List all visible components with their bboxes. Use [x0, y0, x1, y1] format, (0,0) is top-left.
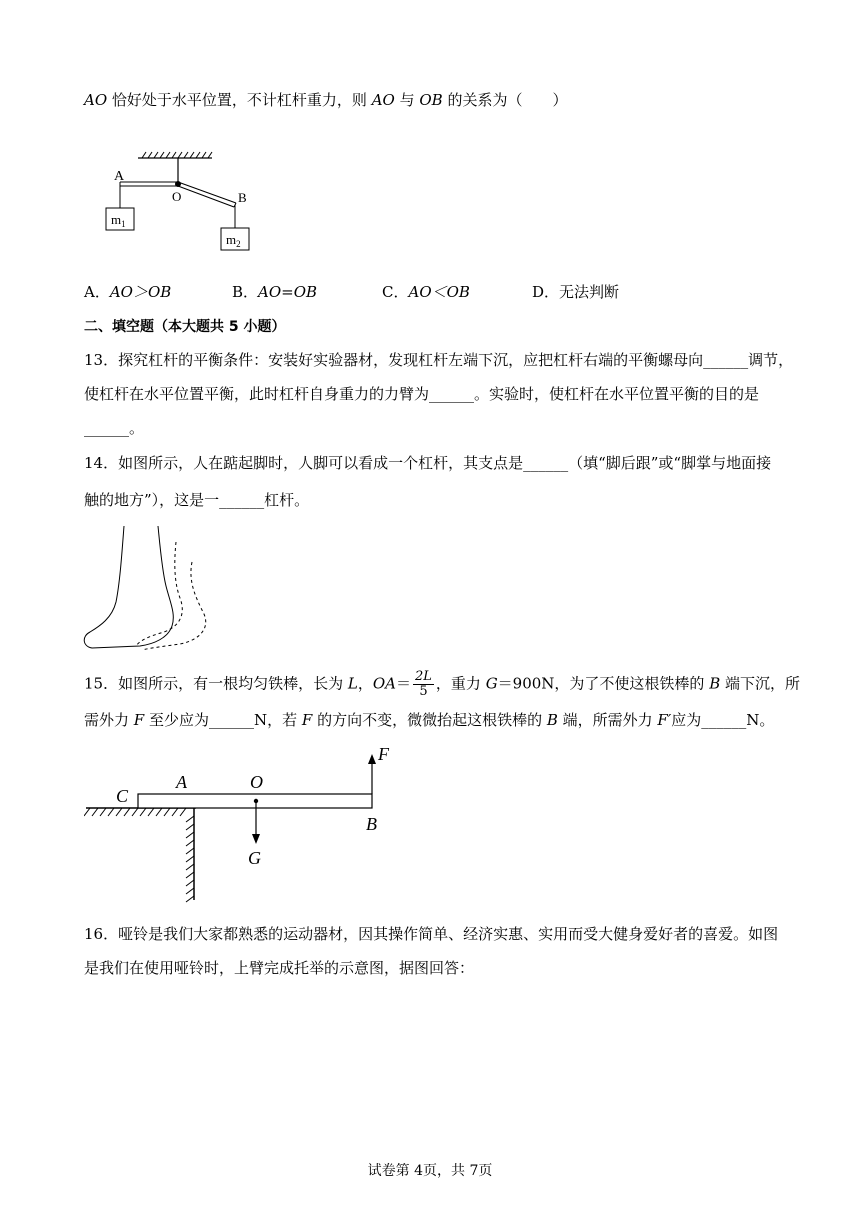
q12-option-b: [232, 282, 317, 302]
q15-fig-label-b: B: [366, 814, 377, 834]
q12-fig-m1: m: [111, 212, 122, 227]
q12-text-3: 的关系为（ ）: [442, 91, 568, 109]
q12-fig-m2-sub: 2: [236, 239, 241, 249]
q15-text-4: 端下沉，所: [720, 674, 801, 693]
q15-line-2: [84, 710, 774, 730]
q12-text-1: 恰好处于水平位置，不计杠杆重力，则: [107, 91, 372, 109]
q12-fig-label-o: O: [172, 189, 182, 204]
q12-option-d: [532, 282, 619, 302]
option-text: AO＜OB: [408, 283, 470, 301]
q15-text-7: 的方向不变，微微抬起这根铁棒的: [312, 711, 547, 729]
option-text: AO＞OB: [109, 283, 172, 301]
q15-eq: ＝: [395, 674, 411, 693]
q15-text-2: ，重力: [435, 674, 486, 693]
q12-lever-figure: [100, 148, 260, 258]
option-letter: A．: [84, 283, 110, 301]
q15-L: L: [347, 674, 358, 693]
q12-fig-label-b: B: [238, 190, 247, 205]
q15-F-1: F: [133, 711, 145, 729]
q12-ao-1: AO: [84, 91, 108, 109]
q15-B-1: B: [709, 674, 721, 693]
q13-line-3: ______。: [84, 419, 145, 437]
q13-line-1: 13．探究杠杆的平衡条件：安装好实验器材，发现杠杆左端下沉，应把杠杆右端的平衡螺母向______调节，: [84, 351, 794, 369]
q12-fig-m1-sub: 1: [121, 219, 126, 229]
q15-frac-den: 5: [419, 684, 428, 699]
q15-text-5: 需外力: [84, 711, 134, 729]
q15-frac-num: 2L: [415, 669, 432, 684]
q15-text-8: 端，所需外力: [557, 711, 658, 729]
q15-line-1: [84, 670, 800, 699]
q14-line-2: 触的地方”），这是一______杠杆。: [84, 491, 310, 509]
q15-bar-figure: [84, 744, 404, 904]
q12-stem-line: [84, 90, 567, 110]
option-letter: B．: [232, 283, 259, 301]
option-letter: D．: [532, 283, 560, 301]
q12-option-a: [84, 282, 171, 302]
q16-line-1: 16．哑铃是我们大家都熟悉的运动器材，因其操作简单、经济实惠、实用而受大健身爱好者的喜爱。如图: [84, 925, 779, 943]
option-letter: C．: [382, 283, 409, 301]
q15-fig-label-a: A: [176, 772, 187, 792]
q15-text-3: ＝900N，为了不使这根铁棒的: [497, 674, 710, 693]
q15-fig-label-c: C: [116, 786, 129, 806]
q12-option-c: [382, 282, 470, 302]
q12-fig-label-a: A: [114, 169, 125, 184]
q15-fig-label-f: F: [378, 744, 389, 764]
q15-F-2: F: [301, 711, 313, 729]
q16-line-2: 是我们在使用哑铃时，上臂完成托举的示意图，据图回答：: [84, 959, 475, 977]
q15-F-prime: F′: [657, 711, 672, 729]
q12-text-2: 与: [394, 91, 420, 109]
q15-B-2: B: [546, 711, 558, 729]
option-text: AO=OB: [258, 283, 318, 301]
q15-comma: ，: [357, 674, 373, 693]
q15-text-1: 15．如图所示，有一根均匀铁棒，长为: [84, 674, 348, 693]
q14-foot-figure: [80, 522, 220, 654]
q14-line-1: 14．如图所示，人在踮起脚时，人脚可以看成一个杠杆，其支点是______（填“脚后跟”或“脚掌与地面接: [84, 454, 772, 472]
q15-G: G: [485, 674, 498, 693]
section-heading: 二、填空题（本大题共 5 小题）: [84, 319, 286, 335]
q12-ob: OB: [419, 91, 443, 109]
option-text: 无法判断: [559, 283, 620, 301]
q15-text-6: 至少应为______N，若: [144, 711, 302, 729]
q15-fig-label-g: G: [248, 848, 261, 868]
q15-fig-label-o: O: [250, 772, 263, 792]
q12-fig-m2: m: [226, 232, 237, 247]
q15-OA: OA: [372, 674, 396, 693]
q13-line-2: 使杠杆在水平位置平衡，此时杠杆自身重力的力臂为______。实验时，使杠杆在水平位置平衡的目的是: [84, 385, 760, 403]
q15-text-9: 应为______N。: [671, 711, 775, 729]
q15-fraction: [413, 670, 434, 699]
q12-ao-2: AO: [371, 91, 395, 109]
page-footer: 试卷第 4页，共 7页: [367, 1163, 493, 1179]
